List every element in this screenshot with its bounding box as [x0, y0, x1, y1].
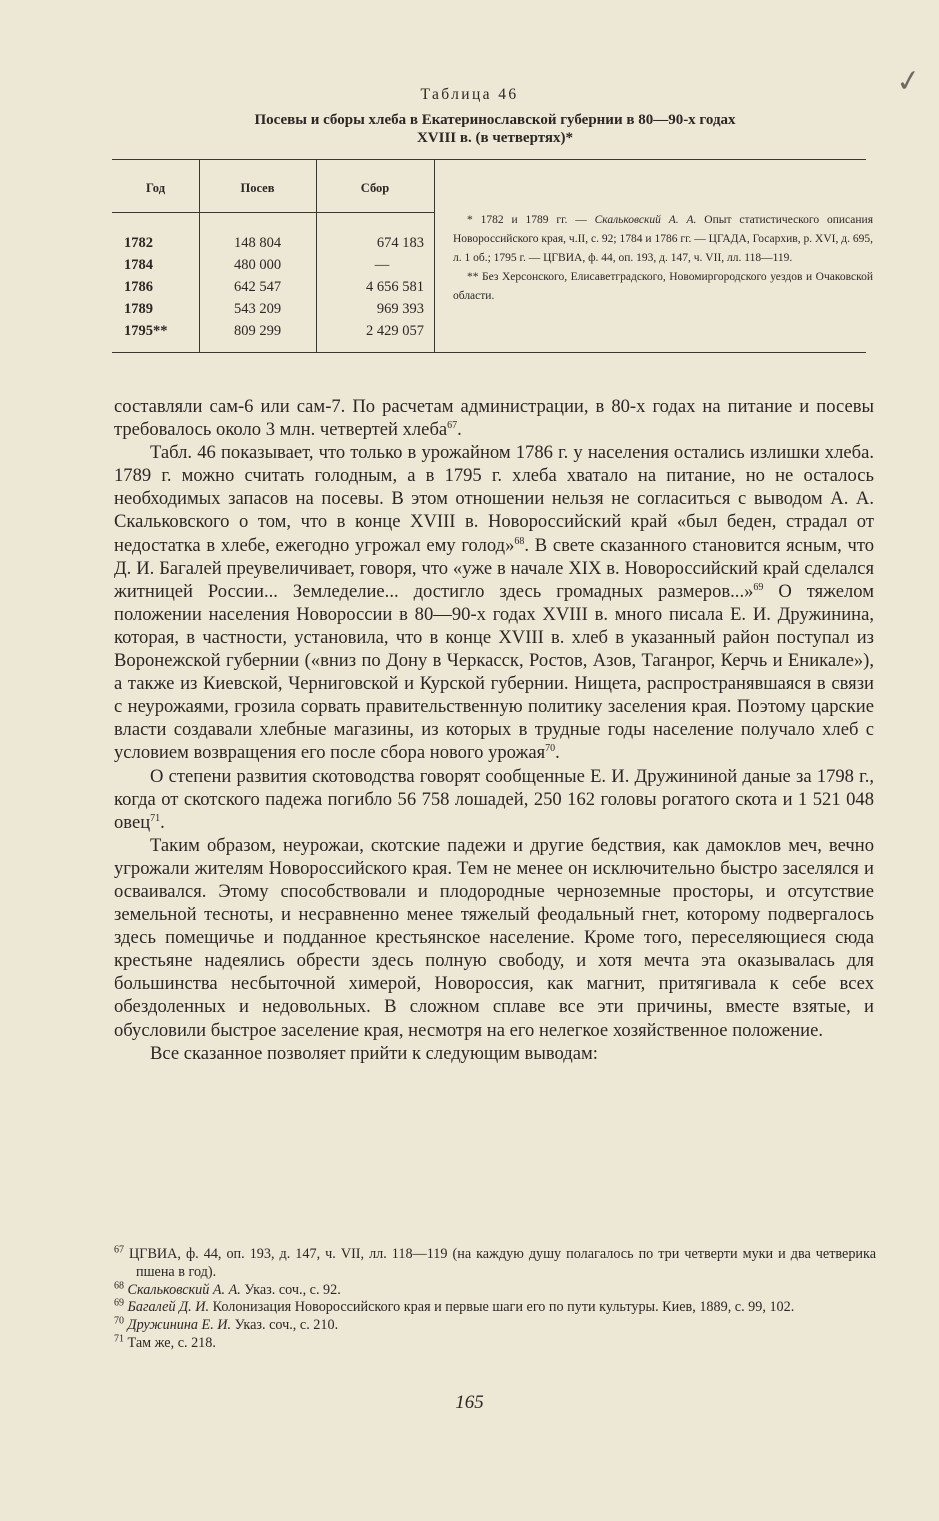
table-title-line1: Посевы и сборы хлеба в Екатеринославской губернии в 80—90-х годах	[254, 112, 736, 128]
footnotes	[114, 1246, 876, 1353]
table-notes	[453, 211, 873, 306]
footnote-ref: 68	[514, 535, 525, 547]
author-name: Скальковский А. А.	[594, 214, 697, 226]
page-number: 165	[455, 1392, 484, 1413]
cell-sowing: 809 299	[233, 323, 282, 339]
cell-sowing: 480 000	[233, 257, 282, 273]
cell-harvest: —	[374, 257, 390, 273]
table-row	[112, 323, 434, 345]
table-note-sources: * 1782 и 1789 гг. — Скальковский А. А. Опыт статистического описания Новороссийского края, ч.II, с. 92; 1784 и 1786 гг. — ЦГАДА, Госархив, р. XVI, д. 695, л. 1 об.; 1795 г. — ЦГВИА, ф. 44, оп. 193, д. 147, ч. VII, лл. 118—119.	[453, 214, 873, 264]
footnote: $^{68}$ Скальковский А. А. Указ. соч., с. 92.	[114, 1279, 341, 1298]
main-text	[114, 395, 874, 1065]
column-header-year: Год	[145, 181, 166, 195]
table-row	[112, 301, 434, 323]
cell-harvest: 969 393	[376, 301, 424, 317]
paragraph: Таким образом, неурожаи, скотские падежи и другие бедствия, как дамоклов меч, вечно угрожали жителям Новороссийского края. Тем не менее он исключительно быстро заселялся и осваивался. Этому способствовали и плодородные черноземные просторы, и отсутствие земельной тесноты, и несравненно менее тяжелый феодальный гнет, которому подвергалось здесь помещичье и подданное крестьянское население. Кроме того, переселяющиеся сюда крестьяне надеялись обрести здесь полную свободу, и хотя мечта эта оказывалась для большинства несбыточной химерой, Новороссия, как магнит, притягивала к себе всех обездоленных и недовольных. В сложном сплаве все эти причины, вместе взятые, и обусловили быстрое заселение края, несмотря на его нелегкое хозяйственное положение.	[114, 834, 874, 1041]
cell-sowing: 642 547	[233, 279, 282, 295]
author-name: Скальковский А. А.	[127, 1281, 241, 1298]
cell-year: 1795**	[124, 323, 168, 339]
footnote-ref: 71	[150, 812, 161, 824]
cell-year: 1782	[124, 235, 153, 251]
cell-year: 1784	[124, 257, 153, 273]
table-top-rule	[112, 159, 866, 160]
paragraph: Все сказанное позволяет прийти к следующим выводам:	[150, 1042, 598, 1064]
table-header-rule	[112, 212, 434, 213]
author-name: Багалей Д. И.	[127, 1299, 210, 1316]
table-column-divider	[434, 160, 435, 352]
table-row	[112, 279, 434, 301]
cell-year: 1786	[124, 279, 153, 295]
table-label: Таблица 46	[420, 86, 519, 103]
table-bottom-rule	[112, 352, 866, 353]
footnote: $^{69}$ Багалей Д. И. Колонизация Новороссийского края и первые шаги его по пути культуры. Киев, 1889, с. 99, 102.	[114, 1297, 795, 1316]
footnote-ref: 70	[545, 743, 556, 755]
paragraph: Табл. 46 показывает, что только в урожайном 1786 г. у населения остались излишки хлеба. 1789 г. можно считать голодным, а в 1795 г. хлеба хватало на питание, но не осталось необходимых запасов на посевы. В этом отношении нельзя не согласиться с выводом А. А. Скальковского о том, что в конце XVIII в. Новороссийский край «был беден, страдал от недостатка в хлебе, ежегодно угрожал ему голод»$^{68}$. В свете сказанного становится ясным, что Д. И. Багалей преувеличивает, говоря, что «уже в начале XIX в. Новороссийский край сделался житницей России... Земледелие... достигло здесь громадных размеров...»$^{69}$ О тяжелом положении населения Новороссии в 80—90-х годах XVIII в. много писала Е. И. Дружинина, которая, в частности, установила, что в конце XVIII в. хлеб в указанный район поступал из Воронежской губернии («вниз по Дону в Черкасск, Ростов, Азов, Таганрог, Керчь и Еникале»), а также из Киевской, Черниговской и Курской губернии. Нищета, распространявшаяся в связи с неурожаями, грозила сорвать правительственную политику заселения края. Поэтому царские власти создавали хлебные магазины, из которых в трудные годы население получало хлеб с условием возвращения его после сбора нового урожая$^{70}$.	[114, 442, 874, 764]
footnote: $^{67}$ ЦГВИА, ф. 44, оп. 193, д. 147, ч. VII, лл. 118—119 (на каждую душу полагалось по три четверти муки и два четверика пшена в год).	[114, 1244, 877, 1280]
footnote-ref: 67	[447, 419, 458, 431]
table-row	[112, 235, 434, 257]
cell-year: 1789	[124, 301, 153, 317]
footnote: $^{70}$ Дружинина Е. И. Указ. соч., с. 210.	[114, 1315, 339, 1334]
table-title	[150, 111, 840, 147]
cell-harvest: 674 183	[376, 235, 424, 251]
column-header-sowing: Посев	[240, 181, 275, 195]
author-name: Дружинина Е. И.	[127, 1317, 232, 1334]
cell-sowing: 148 804	[233, 235, 282, 251]
pencil-check-mark: ✓	[893, 62, 924, 101]
table-note-exclusions: ** Без Херсонского, Елисаветградского, Новомиргородского уездов и Очаковской области.	[453, 271, 873, 302]
cell-sowing: 543 209	[233, 301, 282, 317]
footnote: $^{71}$ Там же, с. 218.	[114, 1333, 216, 1351]
cell-harvest: 2 429 057	[366, 323, 424, 339]
paragraph: О степени развития скотоводства говорят сообщенные Е. И. Дружининой даные за 1798 г., когда от скотского падежа погибло 56 758 лошадей, 250 162 головы рогатого скота и 1 521 048 овец$^{71}$.	[114, 765, 874, 833]
table-row	[112, 257, 434, 279]
cell-harvest: 4 656 581	[366, 279, 424, 295]
footnote-ref: 69	[753, 581, 764, 593]
paragraph: составляли сам-6 или сам-7. По расчетам администрации, в 80-х годах на питание и посевы требовалось около 3 млн. четвертей хлеба$^{67}$.	[114, 396, 874, 441]
table-title-line2: XVIII в. (в четвертях)*	[416, 130, 574, 146]
column-header-harvest: Сбор	[360, 181, 390, 195]
